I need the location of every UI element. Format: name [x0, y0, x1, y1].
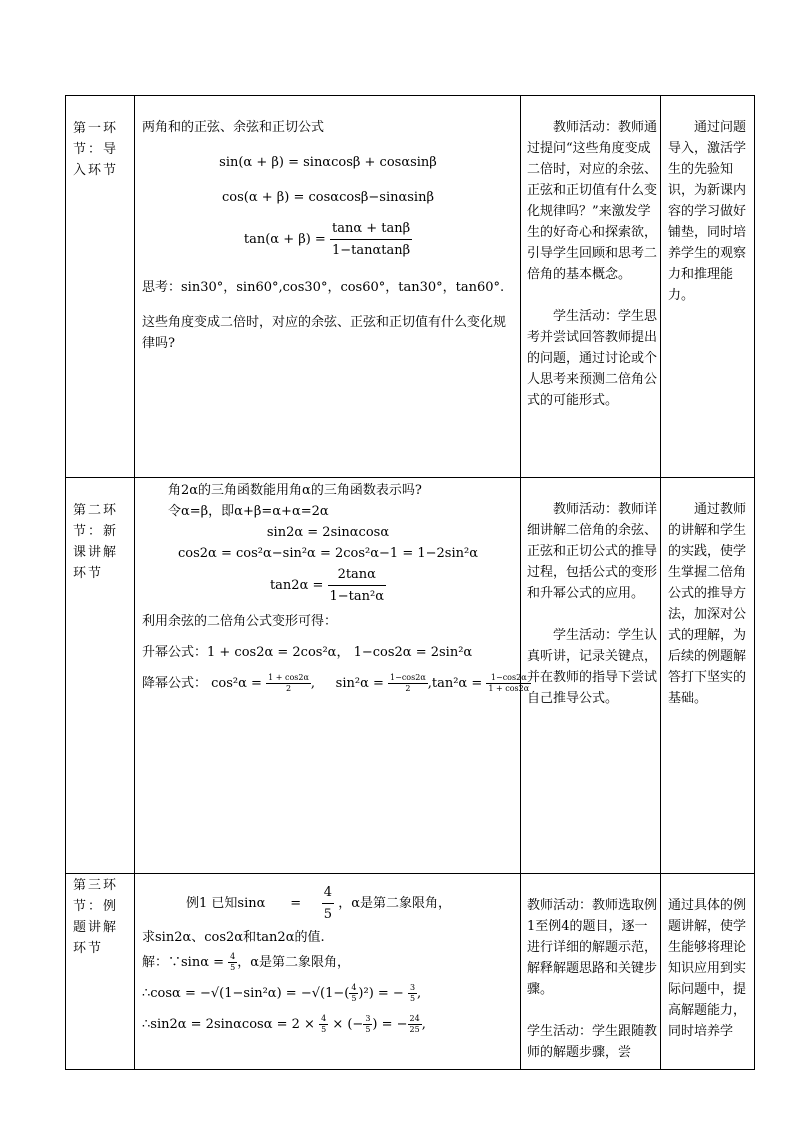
stage-label: 第三环节：例题讲解环节: [66, 874, 135, 1070]
numerator: 3: [365, 1014, 371, 1023]
lower-label: 降幂公式：: [142, 676, 208, 691]
numerator: 4: [230, 952, 236, 961]
numerator: 1 + cos2α: [268, 673, 309, 682]
formula-sin2: sin2α = 2sinαcosα: [266, 525, 390, 540]
student-activity: 学生活动：学生跟随教师的解题步骤，尝: [527, 1024, 658, 1060]
table-row: [66, 874, 755, 1070]
formula-tan2: [142, 564, 514, 607]
teacher-activity: 教师活动：教师详细讲解二倍角的余弦、正弦和正切公式的推导过程，包括公式的变形和升幂公式的应用。: [527, 502, 658, 601]
numerator: 4: [321, 1014, 327, 1023]
denominator: 25: [409, 1025, 420, 1034]
formula-sin-sum: sin(α + β) = sinαcosβ + cosαsinβ: [219, 155, 437, 170]
formula-cos-sum: cos(α + β) = cosαcosβ−sinαsinβ: [222, 190, 434, 205]
solution-condition: ，α是第二象限角，: [237, 955, 351, 970]
student-activity: 学生活动：学生思考并尝试回答教师提出的问题，通过讨论或个人思考来预测二倍角公式的可能形式。: [527, 309, 658, 408]
formula-part: )²) = −: [358, 986, 404, 1001]
formula-cos2: cos2α = cos²α−sin²α = 2cos²α−1 = 1−2sin²α: [178, 546, 478, 561]
formula-lhs: tan(α + β) =: [243, 232, 326, 247]
fraction: [328, 564, 387, 607]
formula-part: ∴sin2α = 2sinαcosα = 2 ×: [142, 1017, 315, 1032]
formula-part: ) = −: [372, 1017, 408, 1032]
example-line: [142, 882, 514, 925]
purpose-text: 通过教师的讲解和学生的实践，使学生掌握二倍角公式的推导方法，加深对公式的理解，为后续的例题解答打下坚实的基础。: [668, 502, 747, 706]
fraction: [330, 218, 412, 261]
content-title: 两角和的正弦、余弦和正切公式: [142, 120, 325, 135]
content-cell: [135, 874, 521, 1070]
denominator: 5: [365, 1025, 371, 1034]
ask-line: 求sin2α、cos2α和tan2α的值.: [142, 930, 325, 945]
purpose-text: 通过具体的例题讲解，使学生能够将理论知识应用到实际问题中，提高解题能力，同时培养学: [668, 898, 747, 1039]
activity-cell: [521, 874, 661, 1070]
fraction: [388, 673, 428, 694]
activity-cell: [521, 478, 661, 874]
lower-formula: 降幂公式： cos²α = $\frac{1 + \cos 2\alpha}{2}$ , sin²α = $\frac{1-\cos 2\alpha}{2}$ ,tan²α = $\frac{1-\cos 2\alpha}{1 + \cos 2\alpha}$: [142, 673, 530, 693]
denominator: 1−tanαtanβ: [331, 243, 411, 258]
numerator: 3: [409, 983, 416, 992]
solution-line: [142, 952, 514, 973]
denominator: 1−tan²α: [329, 589, 385, 604]
numerator: 1−cos2α: [486, 673, 531, 684]
denominator: 2: [285, 684, 292, 693]
raise-formula: 升幂公式：1 + cos2α = 2cos²α， 1−cos2α = 2sin²α: [142, 645, 473, 660]
sin2-solution-line: [142, 1014, 514, 1035]
purpose-cell: [661, 478, 755, 874]
student-activity: 学生活动：学生认真听讲，记录关键点，并在教师的指导下尝试自己推导公式。: [527, 628, 658, 706]
lesson-table: [65, 95, 755, 1070]
fraction: $\frac{4}{5}$: [351, 983, 357, 1003]
denominator: 1 + cos2α: [488, 684, 530, 693]
teacher-activity: 教师活动：教师通过提问“这些角度变成二倍时，对应的余弦、正弦和正切值有什么变化规律吗？”来激发学生的好奇心和探索欲，引导学生回顾和思考二倍角的基本概念。: [527, 120, 658, 282]
question-text: 角2α的三角函数能用角α的三角函数表示吗?: [168, 483, 422, 498]
purpose-text: 通过问题导入，激活学生的先验知识，为新课内容的学习做好铺垫，同时培养学生的观察力和推理能力。: [668, 120, 747, 303]
fraction: [486, 673, 531, 694]
fraction: [322, 882, 334, 925]
denominator: 5: [323, 907, 333, 922]
table-row: [66, 478, 755, 874]
example-condition: ，α是第二象限角，: [338, 896, 451, 911]
denominator: 5: [230, 963, 236, 972]
example-label: 例1 已知sinα: [186, 896, 266, 911]
fraction: [266, 673, 311, 694]
transform-text: 利用余弦的二倍角公式变形可得：: [142, 614, 338, 629]
let-line: 令α=β，即α+β=α+α=2α: [168, 504, 329, 519]
think-line: 思考：sin30°，sin60°,cos30°，cos60°，tan30°，tan60°.: [142, 280, 505, 295]
stage-label: 第一环节：导入环节: [66, 96, 135, 478]
numerator: 1−cos2α: [390, 673, 426, 682]
denominator: 5: [321, 1025, 327, 1034]
formula-part: ,: [421, 1017, 426, 1032]
numerator: 4: [322, 882, 334, 904]
formula-part: ∴cosα = −√(1−sin²α) = −√(1−(: [142, 986, 350, 1001]
teacher-activity: 教师活动：教师选取例1至例4的题目，逐一进行详细的解题示范，解释解题思路和关键步骤。: [527, 898, 658, 997]
denominator: 2: [405, 684, 411, 693]
numerator: 2tanα: [328, 564, 387, 586]
stage-label: 第二环节：新课讲解环节: [66, 478, 135, 874]
denominator: 5: [409, 994, 416, 1003]
formula-tan-sum: [142, 218, 514, 261]
solution-label: 解：∵sinα =: [142, 955, 225, 970]
formula-lhs: sin²α =: [335, 676, 384, 691]
purpose-cell: [661, 96, 755, 478]
formula-lhs: ,tan²α =: [427, 676, 483, 691]
table-row: [66, 96, 755, 478]
purpose-cell: [661, 874, 755, 1070]
activity-cell: [521, 96, 661, 478]
fraction: [408, 1014, 422, 1035]
equals-sign: =: [290, 896, 302, 911]
cos-solution-line: [142, 983, 514, 1004]
fraction: [319, 1014, 328, 1035]
content-cell: [135, 96, 521, 478]
question-text: 这些角度变成二倍时，对应的余弦、正弦和正切值有什么变化规律吗?: [142, 315, 507, 351]
content-cell: [135, 478, 530, 874]
fraction: [228, 952, 237, 973]
numerator: 24: [409, 1014, 420, 1023]
formula-lhs: cos²α =: [211, 676, 262, 691]
formula-part: ,: [417, 986, 422, 1001]
fraction: [408, 983, 417, 1004]
formula-part: × (−: [332, 1017, 364, 1032]
formula-lhs: tan2α =: [269, 578, 324, 593]
numerator: tanα + tanβ: [330, 218, 412, 240]
